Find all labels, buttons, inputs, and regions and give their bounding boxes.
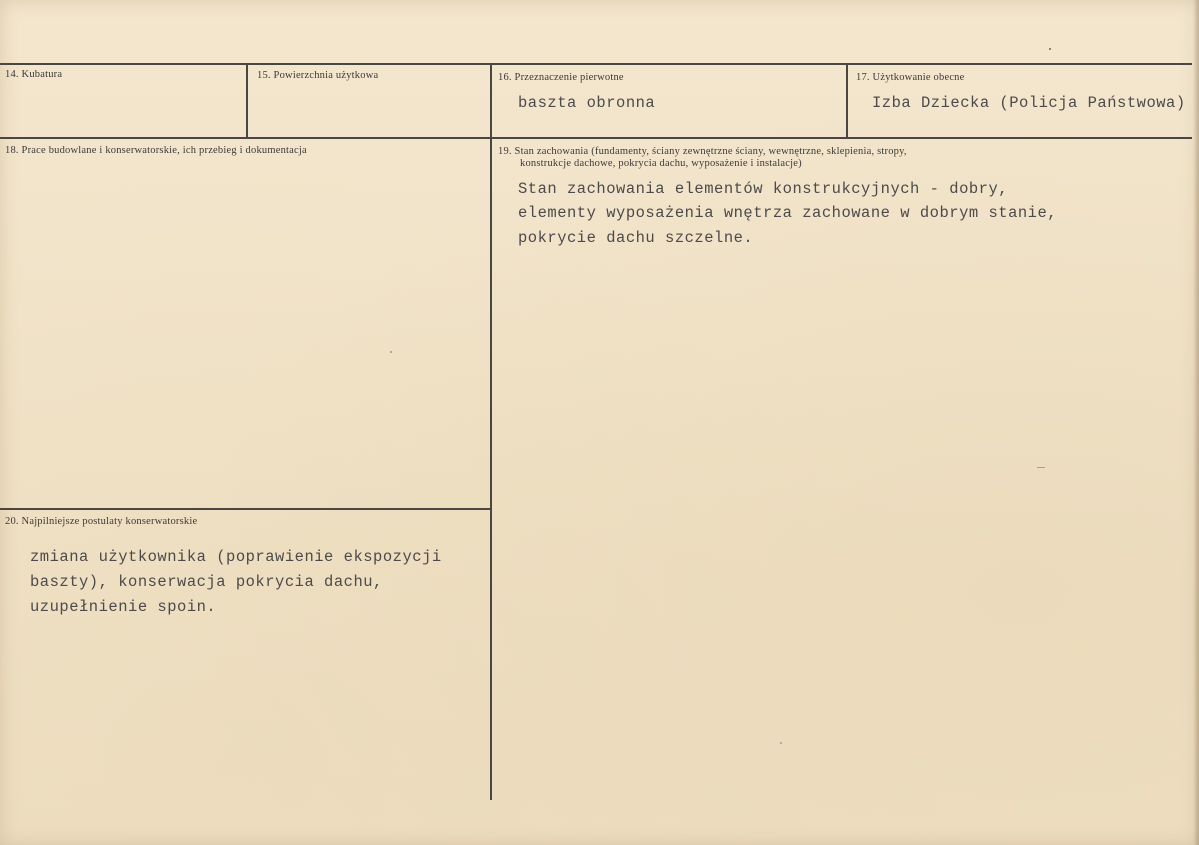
field-20-line: baszty), konserwacja pokrycia dachu, [30, 573, 383, 591]
divider-main [490, 64, 492, 800]
field-20-line: uzupełnienie spoin. [30, 598, 217, 616]
section18-bottom-rule [0, 508, 492, 510]
field-14-label: 14. Kubatura [5, 69, 63, 80]
paper-speck [1037, 467, 1045, 468]
field-19-line: pokrycie dachu szczelne. [518, 229, 754, 247]
field-19-label-line2: konstrukcje dachowe, pokrycia dachu, wyposażenie i instalacje) [520, 158, 802, 169]
divider-14-15 [246, 64, 248, 138]
field-16-label: 16. Przeznaczenie pierwotne [498, 72, 624, 83]
field-20-label: 20. Najpilniejsze postulaty konserwatorskie [5, 516, 198, 527]
field-19-label-line1: 19. Stan zachowania (fundamenty, ściany zewnętrzne ściany, wewnętrzne, sklepienia, stropy, [498, 146, 907, 157]
field-17-label: 17. Użytkowanie obecne [856, 72, 965, 83]
field-19-line: Stan zachowania elementów konstrukcyjnych - dobry, [518, 180, 1009, 198]
field-19-line: elementy wyposażenia wnętrza zachowane w dobrym stanie, [518, 204, 1058, 222]
paper-speck [390, 351, 392, 353]
divider-16-17 [846, 64, 848, 138]
row1-bottom-rule [0, 137, 1192, 139]
field-17-value: Izba Dziecka (Policja Państwowa) [872, 94, 1186, 112]
card-edge-shadow [1193, 0, 1199, 845]
paper-speck [780, 742, 782, 744]
field-15-label: 15. Powierzchnia użytkowa [257, 70, 379, 81]
top-rule [0, 63, 1192, 65]
field-16-value: baszta obronna [518, 94, 656, 112]
paper-speck [1049, 48, 1051, 50]
field-18-label: 18. Prace budowlane i konserwatorskie, ich przebieg i dokumentacja [5, 145, 307, 156]
field-20-line: zmiana użytkownika (poprawienie ekspozycji [30, 548, 442, 566]
